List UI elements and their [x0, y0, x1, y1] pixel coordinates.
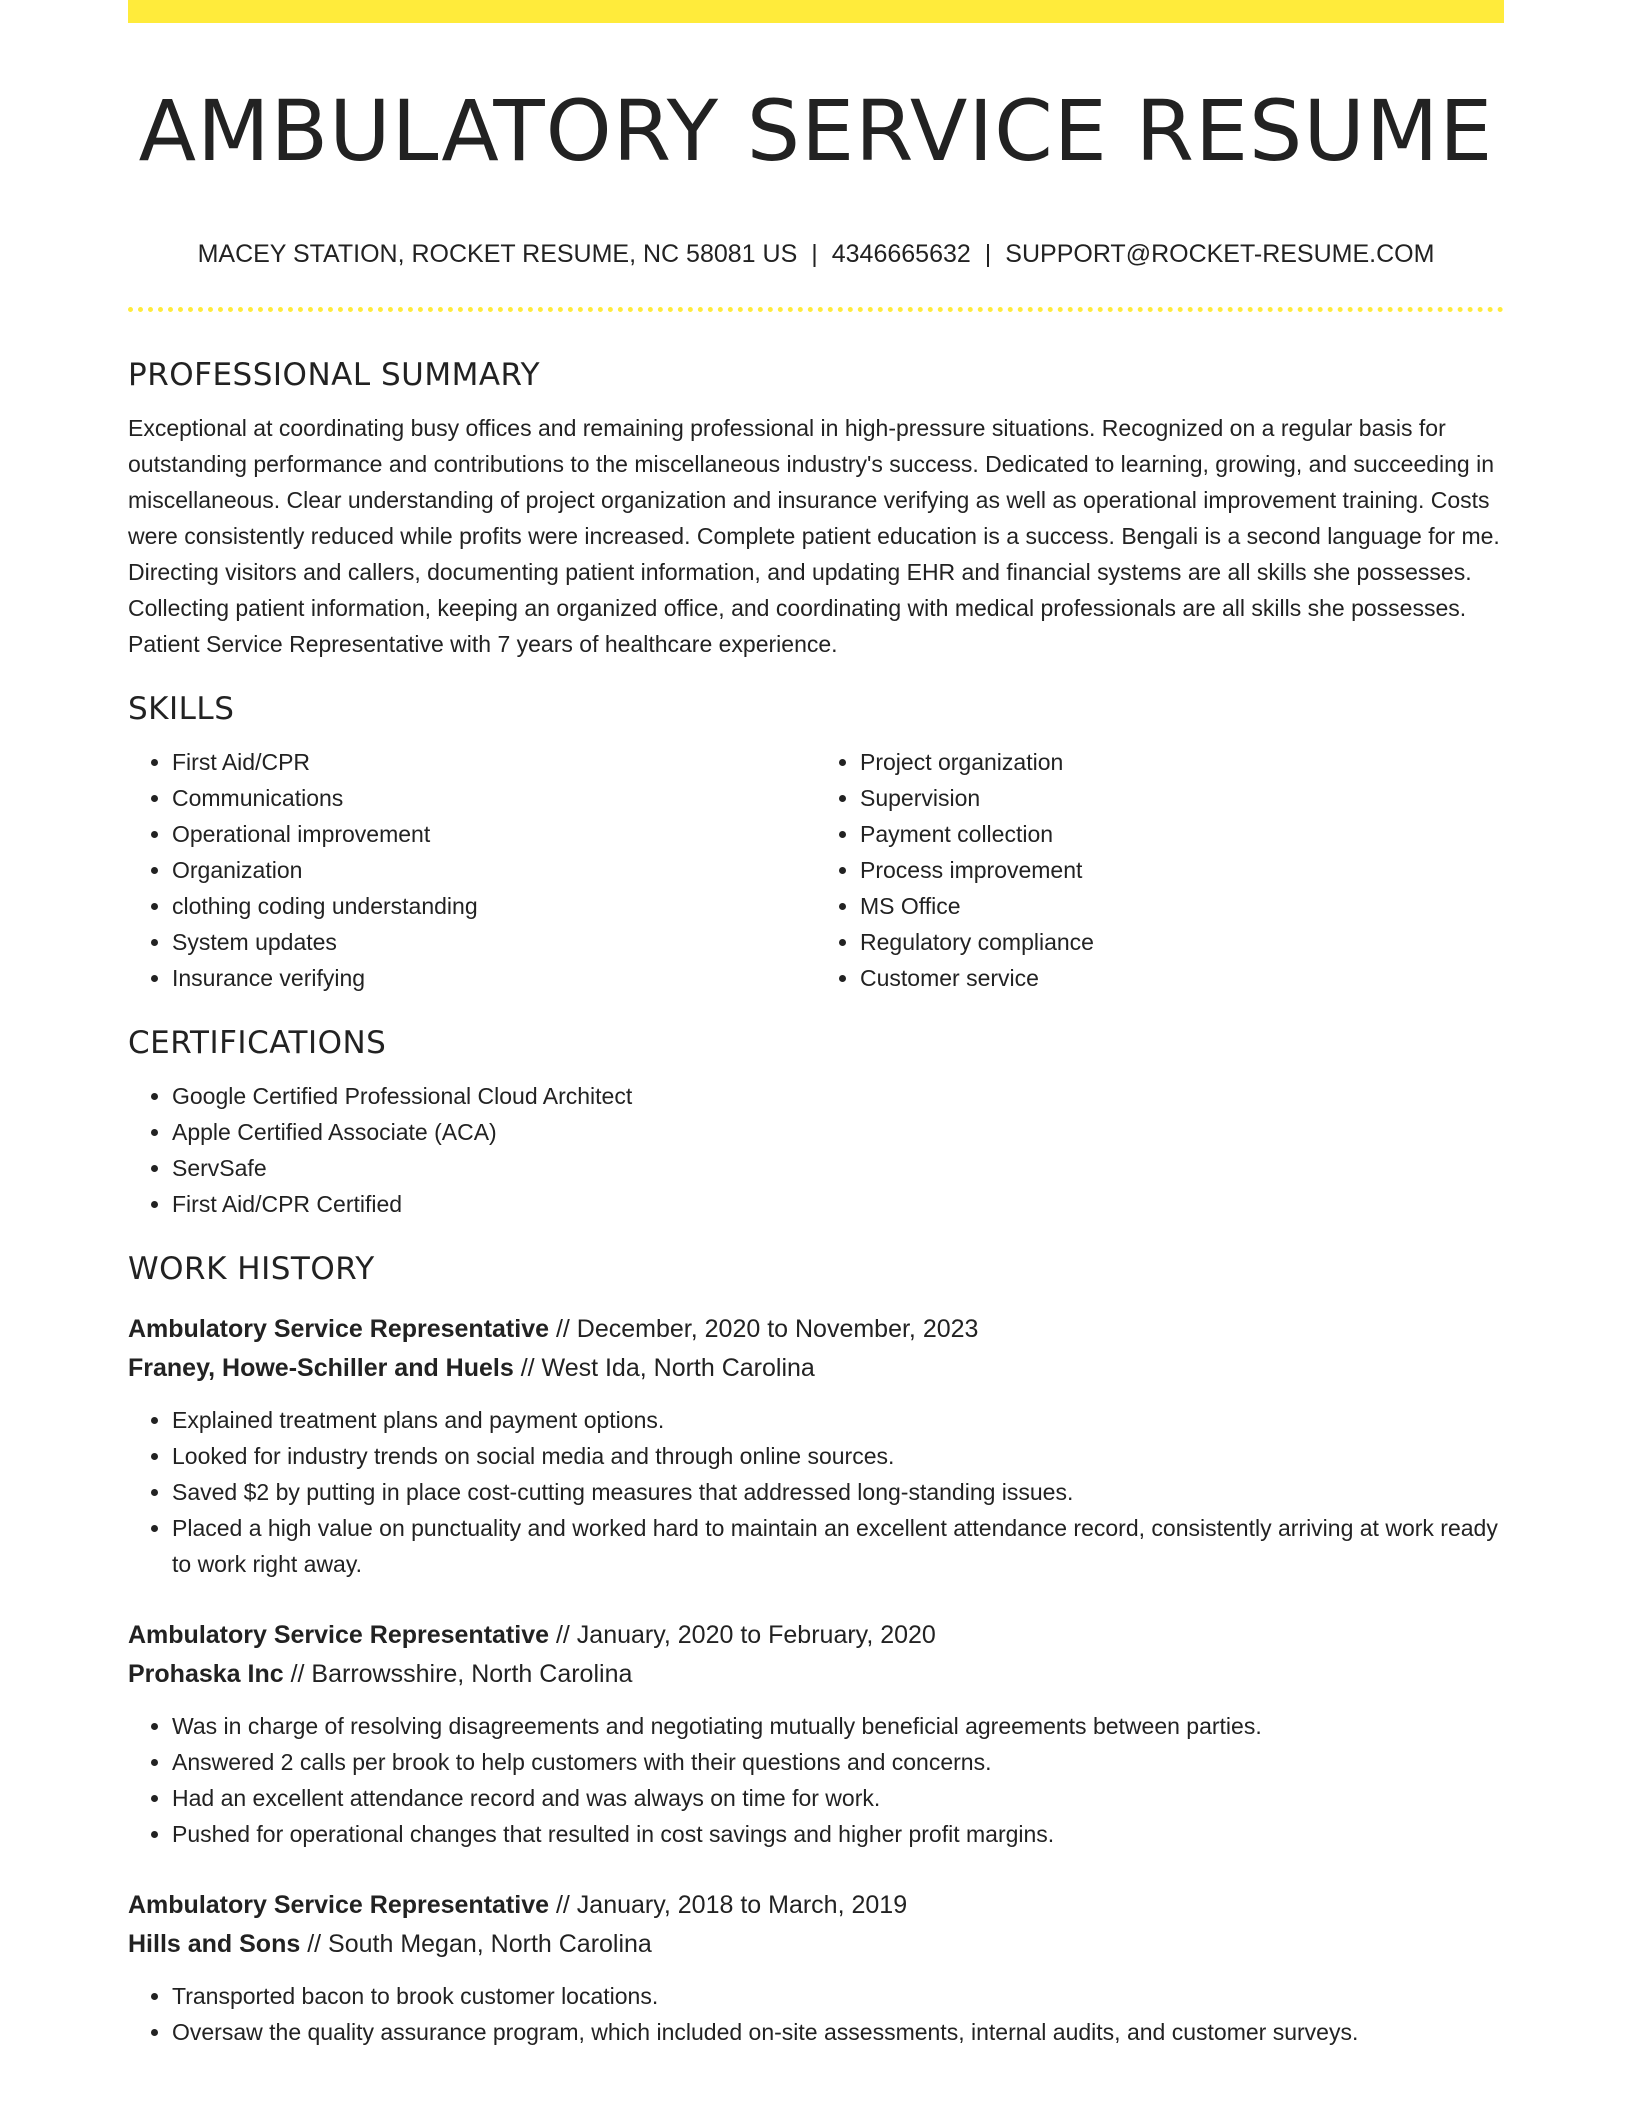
skill-item: • Supervision: [860, 780, 1504, 816]
job-bullet: • Answered 2 calls per brook to help customers with their questions and concerns.: [172, 1744, 1504, 1780]
job-role-line: [128, 1886, 1504, 1925]
job-company: Prohaska Inc: [128, 1660, 284, 1688]
skill-item: • Communications: [172, 780, 816, 816]
job-role: Ambulatory Service Representative: [128, 1891, 550, 1919]
skill-item: • Project organization: [860, 744, 1504, 780]
skill-item: • Customer service: [860, 960, 1504, 996]
section-heading: PROFESSIONAL SUMMARY: [128, 357, 541, 393]
job-company-line: [128, 1655, 1504, 1694]
job-bullets: [128, 1402, 1504, 1582]
skills-section: [128, 688, 1504, 996]
section-heading: SKILLS: [128, 691, 235, 727]
certification-item: • Apple Certified Associate (ACA): [172, 1114, 1504, 1150]
contact-separator: |: [984, 240, 992, 268]
job-entry: [128, 1310, 1504, 1582]
job-bullet: • Placed a high value on punctuality and worked hard to maintain an excellent attendance record, consistently arriving at work ready to work right away.: [172, 1510, 1504, 1582]
job-bullet: • Pushed for operational changes that resulted in cost savings and higher profit margins.: [172, 1816, 1504, 1852]
job-dates: // December, 2020 to November, 2023: [549, 1315, 979, 1343]
job-bullet: • Transported bacon to brook customer locations.: [172, 1978, 1504, 2014]
job-location: // South Megan, North Carolina: [300, 1930, 652, 1958]
skill-item: • First Aid/CPR: [172, 744, 816, 780]
certifications-section: [128, 1022, 1504, 1222]
skill-item: • Insurance verifying: [172, 960, 816, 996]
job-entry: [128, 1886, 1504, 2050]
job-company: Hills and Sons: [128, 1930, 301, 1958]
job-bullet: • Looked for industry trends on social media and through online sources.: [172, 1438, 1504, 1474]
job-bullet: • Oversaw the quality assurance program, which included on-site assessments, internal audits, and customer surveys.: [172, 2014, 1504, 2050]
job-bullet: • Was in charge of resolving disagreements and negotiating mutually beneficial agreements between parties.: [172, 1708, 1504, 1744]
job-bullets: [128, 1978, 1504, 2050]
skill-item: • System updates: [172, 924, 816, 960]
skill-item: • Organization: [172, 852, 816, 888]
summary-text: Exceptional at coordinating busy offices and remaining professional in high-pressure situations. Recognized on a regular basis for outstanding performance and contributions to the miscellaneous industry's success. Dedicated to learning, growing, and succeeding in miscellaneous. Clear understanding of project organization and insurance verifying as well as operational improvement training. Costs were consistently reduced while profits were increased. Complete patient education is a success. Bengali is a second language for me. Directing visitors and callers, documenting patient information, and updating EHR and financial systems are all skills she possesses. Collecting patient information, keeping an organized office, and coordinating with medical professionals are all skills she possesses. Patient Service Representative with 7 years of healthcare experience.: [128, 415, 1500, 657]
job-bullets: [128, 1708, 1504, 1852]
skill-item: • Operational improvement: [172, 816, 816, 852]
job-company-line: [128, 1925, 1504, 1964]
section-heading: WORK HISTORY: [128, 1251, 375, 1287]
contact-email: SUPPORT@ROCKET-RESUME.COM: [1005, 240, 1435, 268]
job-dates: // January, 2018 to March, 2019: [549, 1891, 908, 1919]
contact-line: [128, 236, 1504, 272]
skill-item: • clothing coding understanding: [172, 888, 816, 924]
skills-list-right: [816, 744, 1504, 996]
work-history-section: [128, 1248, 1504, 2050]
job-role-line: [128, 1310, 1504, 1349]
skill-item: • MS Office: [860, 888, 1504, 924]
job-company: Franey, Howe-Schiller and Huels: [128, 1354, 514, 1382]
contact-address: MACEY STATION, ROCKET RESUME, NC 58081 US: [197, 240, 798, 268]
accent-top-bar: [128, 0, 1504, 23]
job-location: // West Ida, North Carolina: [513, 1354, 815, 1382]
resume-content: [128, 354, 1504, 2050]
certifications-list: [128, 1078, 1504, 1222]
certification-item: • First Aid/CPR Certified: [172, 1186, 1504, 1222]
job-entry: [128, 1616, 1504, 1852]
job-dates: // January, 2020 to February, 2020: [549, 1621, 936, 1649]
section-heading: CERTIFICATIONS: [128, 1025, 387, 1061]
job-role: Ambulatory Service Representative: [128, 1621, 550, 1649]
contact-phone: 4346665632: [831, 240, 971, 268]
job-bullet: • Explained treatment plans and payment options.: [172, 1402, 1504, 1438]
skill-item: • Regulatory compliance: [860, 924, 1504, 960]
skill-item: • Process improvement: [860, 852, 1504, 888]
job-bullet: • Had an excellent attendance record and was always on time for work.: [172, 1780, 1504, 1816]
professional-summary-section: [128, 354, 1504, 662]
skills-columns: [128, 744, 1504, 996]
resume-page: [128, 0, 1504, 2112]
skills-list-left: [128, 744, 816, 996]
dotted-divider: [128, 307, 1504, 312]
skill-item: • Payment collection: [860, 816, 1504, 852]
resume-title: AMBULATORY SERVICE RESUME: [138, 82, 1494, 180]
job-bullet: • Saved $2 by putting in place cost-cutting measures that addressed long-standing issues.: [172, 1474, 1504, 1510]
job-location: // Barrowsshire, North Carolina: [283, 1660, 633, 1688]
job-role: Ambulatory Service Representative: [128, 1315, 550, 1343]
job-company-line: [128, 1349, 1504, 1388]
certification-item: • Google Certified Professional Cloud Architect: [172, 1078, 1504, 1114]
certification-item: • ServSafe: [172, 1150, 1504, 1186]
job-role-line: [128, 1616, 1504, 1655]
contact-separator: |: [811, 240, 818, 268]
